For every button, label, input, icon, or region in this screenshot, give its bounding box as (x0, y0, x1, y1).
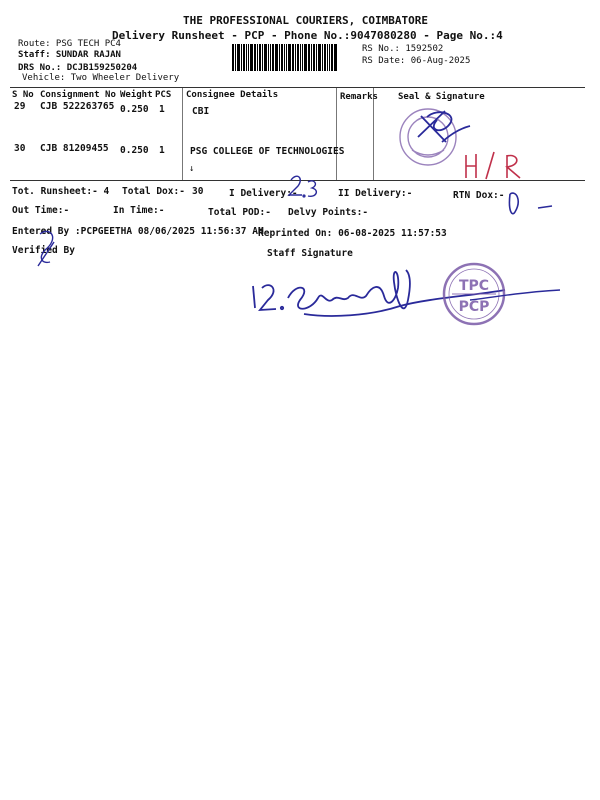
vehicle-label: Vehicle: Two Wheeler Delivery (22, 73, 180, 83)
delvy-points-label: Delvy Points:- (288, 207, 369, 218)
ii-delivery-label: II Delivery:- (338, 188, 413, 199)
col-header-consignment: Consignment No (40, 90, 116, 100)
staff-signature-label: Staff Signature (267, 248, 353, 259)
staff-label: Staff: SUNDAR RAJAN (18, 50, 121, 60)
i-delivery-handwriting (289, 176, 316, 197)
row-sno: 29 (14, 101, 26, 112)
route-label: Route: PSG TECH PC4 (18, 39, 121, 49)
reprinted-on: Reprinted On: 06-08-2025 11:57:53 (258, 228, 447, 239)
tot-runsheet: Tot. Runsheet:- 4 (12, 186, 110, 197)
verified-by-label: Verified By (12, 245, 75, 256)
row-sno: 30 (14, 143, 26, 154)
stamp-bottom-text: PCP (458, 299, 490, 315)
entered-by: Entered By :PCPGEETHA 08/06/2025 11:56:37 AM (12, 226, 264, 237)
out-time-label: Out Time:- (12, 205, 70, 216)
total-pod-label: Total POD:- (208, 207, 271, 218)
row-consignment-no: CJB 522263765 (40, 101, 115, 112)
hr-handwritten-note (466, 152, 520, 179)
row-consignee: PSG COLLEGE OF TECHNOLOGIES (190, 146, 345, 157)
rs-number: RS No.: 1592502 (362, 44, 444, 54)
i-delivery-label: I Delivery:- (229, 188, 298, 199)
verified-by-scribble (38, 231, 54, 266)
col-header-seal: Seal & Signature (398, 92, 485, 102)
runsheet-subtitle: Delivery Runsheet - PCP - Phone No.:9047080280 - Page No.:4 (112, 29, 503, 42)
company-title: THE PROFESSIONAL COURIERS, COIMBATORE (183, 14, 429, 27)
row-pcs: 1 (159, 145, 165, 156)
col-header-pcs: PCS (155, 90, 172, 100)
rs-date: RS Date: 06-Aug-2025 (362, 56, 471, 66)
rtn-dox-label: RTN Dox:- (453, 190, 505, 201)
col-header-sno: S No (12, 90, 34, 100)
stamp-top-text: TPC (458, 278, 490, 294)
row-weight: 0.250 (120, 104, 149, 115)
row-consignee: CBI (192, 106, 210, 117)
tpc-stamp-icon (444, 264, 504, 324)
down-arrow-icon: ↓ (189, 164, 195, 174)
rtn-handwriting (509, 193, 552, 214)
total-dox-label: Total Dox:- (122, 186, 185, 197)
col-header-weight: Weight (120, 90, 153, 100)
seal-signature-scribble (418, 111, 470, 142)
col-header-consignee: Consignee Details (186, 90, 279, 100)
row-pcs: 1 (159, 104, 165, 115)
row-weight: 0.250 (120, 145, 149, 156)
drs-number: DRS No.: DCJB159250204 (18, 63, 138, 73)
total-dox-value: 30 (192, 186, 204, 197)
in-time-label: In Time:- (113, 205, 165, 216)
row-consignment-no: CJB 81209455 (40, 143, 109, 154)
col-header-remarks: Remarks (340, 92, 378, 102)
